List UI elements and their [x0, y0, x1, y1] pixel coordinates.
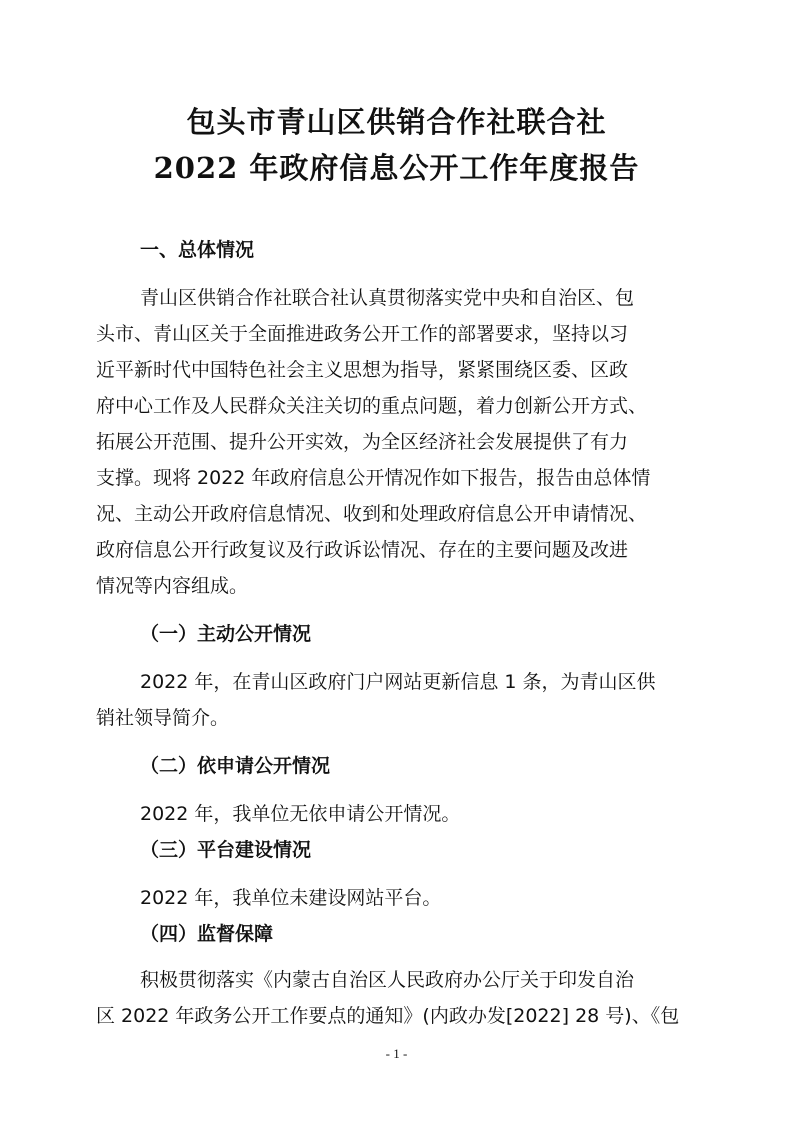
paragraph-line: 2022 年，在青山区政府门户网站更新信息 1 条，为青山区供 [140, 671, 656, 693]
paragraph-line: 情况等内容组成。 [96, 575, 249, 597]
paragraph-line: 府中心工作及人民群众关注关切的重点问题，着力创新公开方式、 [96, 395, 648, 417]
document-title-line-2: 2022 年政府信息公开工作年度报告 [153, 151, 640, 185]
document-title-line-1: 包头市青山区供销合作社联合社 [186, 105, 607, 139]
subsection-heading-disclosure-on-request: （二）依申请公开情况 [140, 755, 331, 777]
subsection-heading-platform-construction: （三）平台建设情况 [140, 839, 312, 861]
page-number: - 1 - [385, 1046, 408, 1061]
paragraph-line: 近平新时代中国特色社会主义思想为指导，紧紧围绕区委、区政 [96, 359, 629, 381]
section-heading-overview: 一、总体情况 [140, 239, 255, 261]
paragraph-line: 拓展公开范围、提升公开实效，为全区经济社会发展提供了有力 [96, 431, 629, 453]
subsection-heading-proactive-disclosure: （一）主动公开情况 [140, 623, 312, 645]
paragraph-line: 况、主动公开政府信息情况、收到和处理政府信息公开申请情况、 [96, 503, 648, 525]
subsection-heading-supervision: （四）监督保障 [140, 923, 274, 945]
paragraph-line: 2022 年，我单位无依申请公开情况。 [140, 803, 461, 825]
paragraph-line: 销社领导简介。 [96, 707, 230, 729]
paragraph-line: 头市、青山区关于全面推进政务公开工作的部署要求，坚持以习 [96, 323, 629, 345]
paragraph-line: 青山区供销合作社联合社认真贯彻落实党中央和自治区、包 [140, 287, 635, 309]
paragraph-line: 2022 年，我单位未建设网站平台。 [140, 887, 442, 909]
paragraph-line: 支撑。现将 2022 年政府信息公开情况作如下报告，报告由总体情 [96, 467, 651, 489]
paragraph-line: 积极贯彻落实《内蒙古自治区人民政府办公厅关于印发自治 [140, 969, 635, 991]
paragraph-line: 政府信息公开行政复议及行政诉讼情况、存在的主要问题及改进 [96, 539, 629, 561]
paragraph-line: 区 2022 年政务公开工作要点的通知》(内政办发[2022] 28 号)、《包 [96, 1005, 680, 1027]
